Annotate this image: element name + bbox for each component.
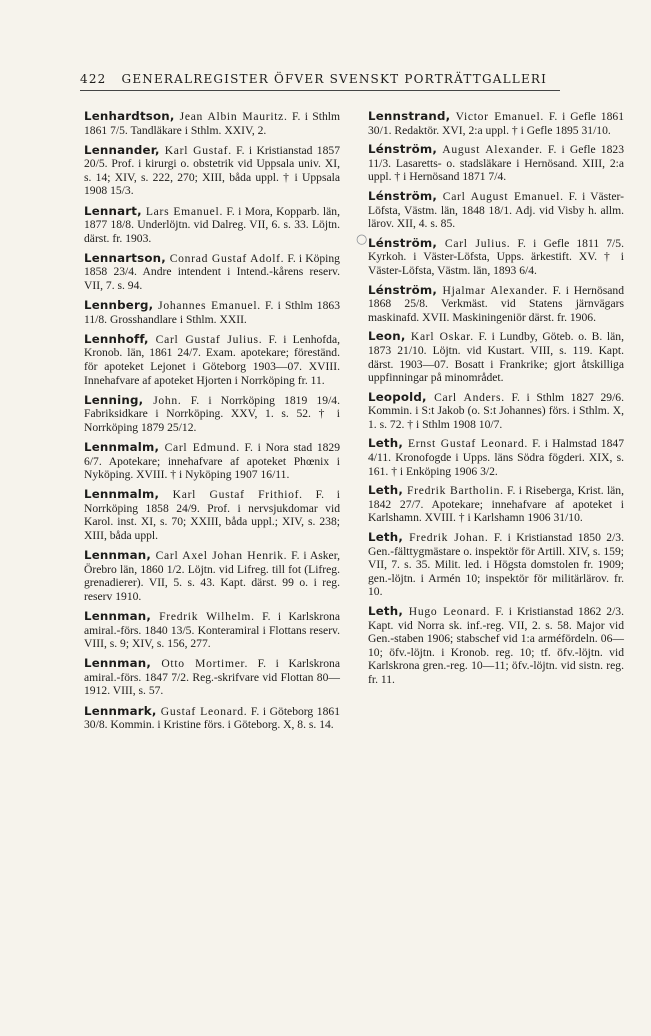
- entry-given-names: Fredrik Wilhelm.: [151, 610, 255, 623]
- running-header: [80, 72, 560, 86]
- entry-surname: Leth,: [368, 483, 404, 498]
- entry-text: F. i Karlskrona amiral.-förs. 1840 13/5. Konteramiral i Flottans reserv. VIII, s. 9; XIV, s. 156, 277.: [84, 610, 340, 651]
- entry-text: F. i Väster-Löfsta, Västm. län, 1848 18/1. Adj. vid Visby h. allm. lärov. XII, 4. s. 85.: [368, 189, 624, 231]
- entry-given-names: Karl Gustaf Frithiof.: [159, 488, 303, 502]
- entry-surname: Lennman,: [84, 548, 152, 563]
- entry-surname: Lennman,: [84, 656, 152, 671]
- register-entry: [84, 610, 340, 651]
- entry-surname: Lénström,: [368, 142, 438, 157]
- register-entry: [84, 394, 340, 435]
- entry-surname: Lennmark,: [84, 703, 157, 718]
- entry-surname: Leth,: [368, 436, 404, 451]
- entry-text: F. i Karlskrona amiral.-förs. 1847 7/2. Reg.-skrifvare vid Flottan 80—1912. VIII, s. 57.: [84, 657, 340, 698]
- entry-surname: Lennmalm,: [84, 487, 160, 502]
- right-column: [368, 110, 624, 693]
- entry-text: F. i Gefle 1811 7/5. Kyrkoh. i Väster-Löfsta, Upps. ärkestift. XV. † i Väster-Löfsta, Västm. län, 1893 6/4.: [368, 236, 624, 277]
- register-entry: [84, 252, 340, 293]
- entry-text: F. i Lenhofda, Kronob. län, 1861 24/7. Exam. apotekare; föreständ. för apoteket Lejonet i Göteborg 1903—07. XVIII. Innehafvare af apoteket Hjorten i Norrköping fr. 11.: [84, 332, 340, 387]
- entry-surname: Lennman,: [84, 609, 152, 623]
- entry-surname: Lenhardtson,: [84, 109, 175, 123]
- entry-text: F. i Göteborg 1861 30/8. Kommin. i Kristine förs. i Göteborg. X, 8. s. 14.: [84, 704, 340, 732]
- entry-text: F. i Sthlm 1861 7/5. Tandläkare i Sthlm. XXIV, 2.: [84, 110, 340, 137]
- left-column: [84, 110, 340, 738]
- entry-given-names: Fredrik Johan.: [403, 531, 489, 545]
- register-entry: [368, 437, 624, 478]
- register-entry: [84, 441, 340, 482]
- register-entry: [368, 190, 624, 231]
- entry-surname: Lennander,: [84, 142, 160, 157]
- entry-text: F. i Kristianstad 1850 2/3. Gen.-fälttygmästare o. inspektör för Artill. XIV, s. 159; VII, 7. s. 35. Milit. led. i Högsta domstolen fr. 1909; gen.-löjtn. i Armén 10; inspektör för militärlärov. fr. 10.: [368, 531, 625, 599]
- entry-text: F. i Kristianstad 1862 2/3. Kapt. vid Norra sk. inf.-reg. VII, 2. s. 58. Major vid Gen.-staben 1906; stabschef vid 1:a arméfördeln. 06—10; öfv.-löjtn. i Kronob. reg. 10; tf. öfv.-löjtn. vid Karlskrona gren.-reg. 10—11; öfv.-löjtn. vid sistn. reg. fr. 11.: [368, 605, 624, 686]
- entry-given-names: Ernst Gustaf Leonard.: [403, 437, 528, 451]
- entry-given-names: Carl Axel Johan Henrik.: [151, 549, 288, 563]
- entry-given-names: August Alexander.: [437, 143, 543, 157]
- register-entry: [368, 484, 624, 525]
- register-entry: [368, 391, 624, 432]
- entry-surname: Lennartson,: [84, 250, 166, 265]
- register-entry: [368, 531, 624, 599]
- register-entry: [84, 144, 340, 198]
- entry-text: F. i Sthlm 1863 11/8. Grosshandlare i Sthlm. XXII.: [84, 299, 340, 326]
- entry-given-names: Jean Albin Mauritz.: [174, 110, 288, 123]
- entry-text: F. i Asker, Örebro län, 1860 1/2. Löjtn. vid Lifreg. till fot (Lifreg. grenadierer). VII, 5. s. 43. Kapt. därst. 99 o. i reg. reserv 1910.: [84, 549, 340, 603]
- entry-given-names: Otto Mortimer.: [151, 657, 249, 671]
- entry-given-names: Karl Oskar.: [405, 330, 474, 344]
- register-entry: [84, 333, 340, 387]
- entry-surname: Lénström,: [368, 188, 438, 203]
- register-entry: [84, 657, 340, 698]
- entry-given-names: Gustaf Leonard.: [156, 704, 248, 718]
- entry-text: F. i Nora stad 1829 6/7. Apotekare; innehafvare af apoteket Phœnix i Nyköping. XVIII. † i Nyköping 1907 16/11.: [84, 440, 341, 482]
- entry-surname: Lénström,: [368, 235, 438, 250]
- entry-text: F. i Lundby, Göteb. o. B. län, 1873 21/10. Löjtn. vid Kustart. VIII, s. 119. Kapt. därst. 1903—07. Bosatt i Frankrike; gjort åtskilliga uppfinningar på minområdet.: [368, 330, 624, 385]
- entry-text: F. i Riseberga, Krist. län, 1842 27/7. Apotekare; innehafvare af apoteket i Karlshamn. XVIII. † i Karlshamn 1906 31/10.: [368, 484, 625, 525]
- register-entry: [84, 488, 340, 542]
- entry-given-names: Carl August Emanuel.: [437, 189, 564, 203]
- entry-surname: Leth,: [368, 604, 404, 618]
- register-entry: [84, 549, 340, 603]
- register-entry: [84, 299, 340, 326]
- entry-text: F. i Halmstad 1847 4/11. Kronofogde i Upps. läns Södra fögderi. XIX, s. 161. † i Enköping 1906 3/2.: [368, 437, 624, 478]
- entry-given-names: Johannes Emanuel.: [153, 299, 261, 313]
- entry-text: F. i Hernösand 1868 25/8. Verkmäst. vid Statens järnvägars maskinafd. XVII. Maskiningeniör därst. fr. 1906.: [368, 283, 624, 324]
- entry-given-names: Lars Emanuel.: [141, 204, 224, 218]
- entry-text: F. i Norrköping 1858 24/9. Prof. i nervsjukdomar vid Karol. inst. XI, s. 70; XXIII, båda uppl.; XIV, s. 238; XIII, båda uppl.: [84, 488, 340, 543]
- pencil-circle-mark: ○: [356, 232, 368, 247]
- entry-given-names: Carl Julius.: [437, 236, 511, 250]
- entry-text: F. i Norrköping 1819 19/4. Fabriksidkare i Norrköping. XXV, 1. s. 52. † i Norrköping 1879 25/12.: [84, 393, 340, 434]
- register-entry: [84, 110, 340, 137]
- entry-given-names: Fredrik Bartholin.: [403, 484, 504, 498]
- register-entry: [368, 110, 624, 137]
- entry-surname: Leopold,: [368, 389, 427, 404]
- entry-surname: Leth,: [368, 530, 404, 545]
- register-entry: [84, 205, 340, 246]
- entry-text: F. i Mora, Kopparb. län, 1877 18/8. Underlöjtn. vid Dalreg. VII, 6. s. 33. Löjtn. därst. fr. 1903.: [84, 204, 340, 245]
- entry-given-names: Hugo Leonard.: [403, 605, 491, 618]
- entry-surname: Lenning,: [84, 392, 144, 407]
- register-entry: [368, 605, 624, 687]
- entry-text: F. i Gefle 1861 30/1. Redaktör. XVI, 2:a uppl. † i Gefle 1895 31/10.: [368, 110, 624, 137]
- entry-given-names: Victor Emanuel.: [450, 110, 545, 123]
- entry-given-names: Carl Gustaf Julius.: [148, 332, 263, 346]
- register-entry: [368, 237, 624, 278]
- entry-surname: Lennmalm,: [84, 439, 160, 454]
- entry-surname: Lénström,: [368, 282, 438, 297]
- entry-text: F. i Kristianstad 1857 20/5. Prof. i kirurgi o. obstetrik vid Uppsala univ. XI, s. 14; XIV, s. 222, 270; XIII, båda uppl. † i Uppsala 1908 15/3.: [84, 143, 340, 198]
- entry-given-names: Carl Edmund.: [159, 440, 240, 454]
- entry-given-names: Hjalmar Alexander.: [437, 283, 548, 297]
- register-entry: [84, 705, 340, 732]
- entry-surname: Lennberg,: [84, 298, 154, 313]
- entry-surname: Lennart,: [84, 203, 142, 218]
- entry-surname: Lennhoff,: [84, 331, 149, 346]
- entry-given-names: Conrad Gustaf Adolf.: [165, 251, 285, 265]
- entry-surname: Lennstrand,: [368, 109, 451, 123]
- entry-surname: Leon,: [368, 329, 406, 344]
- register-entry: [368, 330, 624, 384]
- entry-text: F. i Köping 1858 23/4. Andre intendent i Intend.-kårens reserv. VII, 7. s. 94.: [84, 251, 340, 293]
- entry-text: F. i Sthlm 1827 29/6. Kommin. i S:t Jakob (o. S:t Johannes) förs. i Sthlm. X, 1. s. 72. † i Sthlm 1908 10/7.: [368, 390, 624, 431]
- register-entry: [368, 284, 624, 325]
- page-number: 422: [80, 72, 107, 86]
- entry-given-names: John.: [143, 393, 182, 407]
- register-entry: [368, 143, 624, 184]
- running-title: GENERALREGISTER ÖFVER SVENSKT PORTRÄTTGALLERI: [121, 72, 548, 86]
- entry-text: F. i Gefle 1823 11/3. Lasaretts- o. stadsläkare i Hernösand. XIII, 2:a uppl. † i Hernösand 1871 7/4.: [368, 143, 624, 184]
- entry-given-names: Carl Anders.: [426, 390, 505, 404]
- entry-given-names: Karl Gustaf.: [159, 143, 232, 157]
- header-rule: [80, 90, 560, 91]
